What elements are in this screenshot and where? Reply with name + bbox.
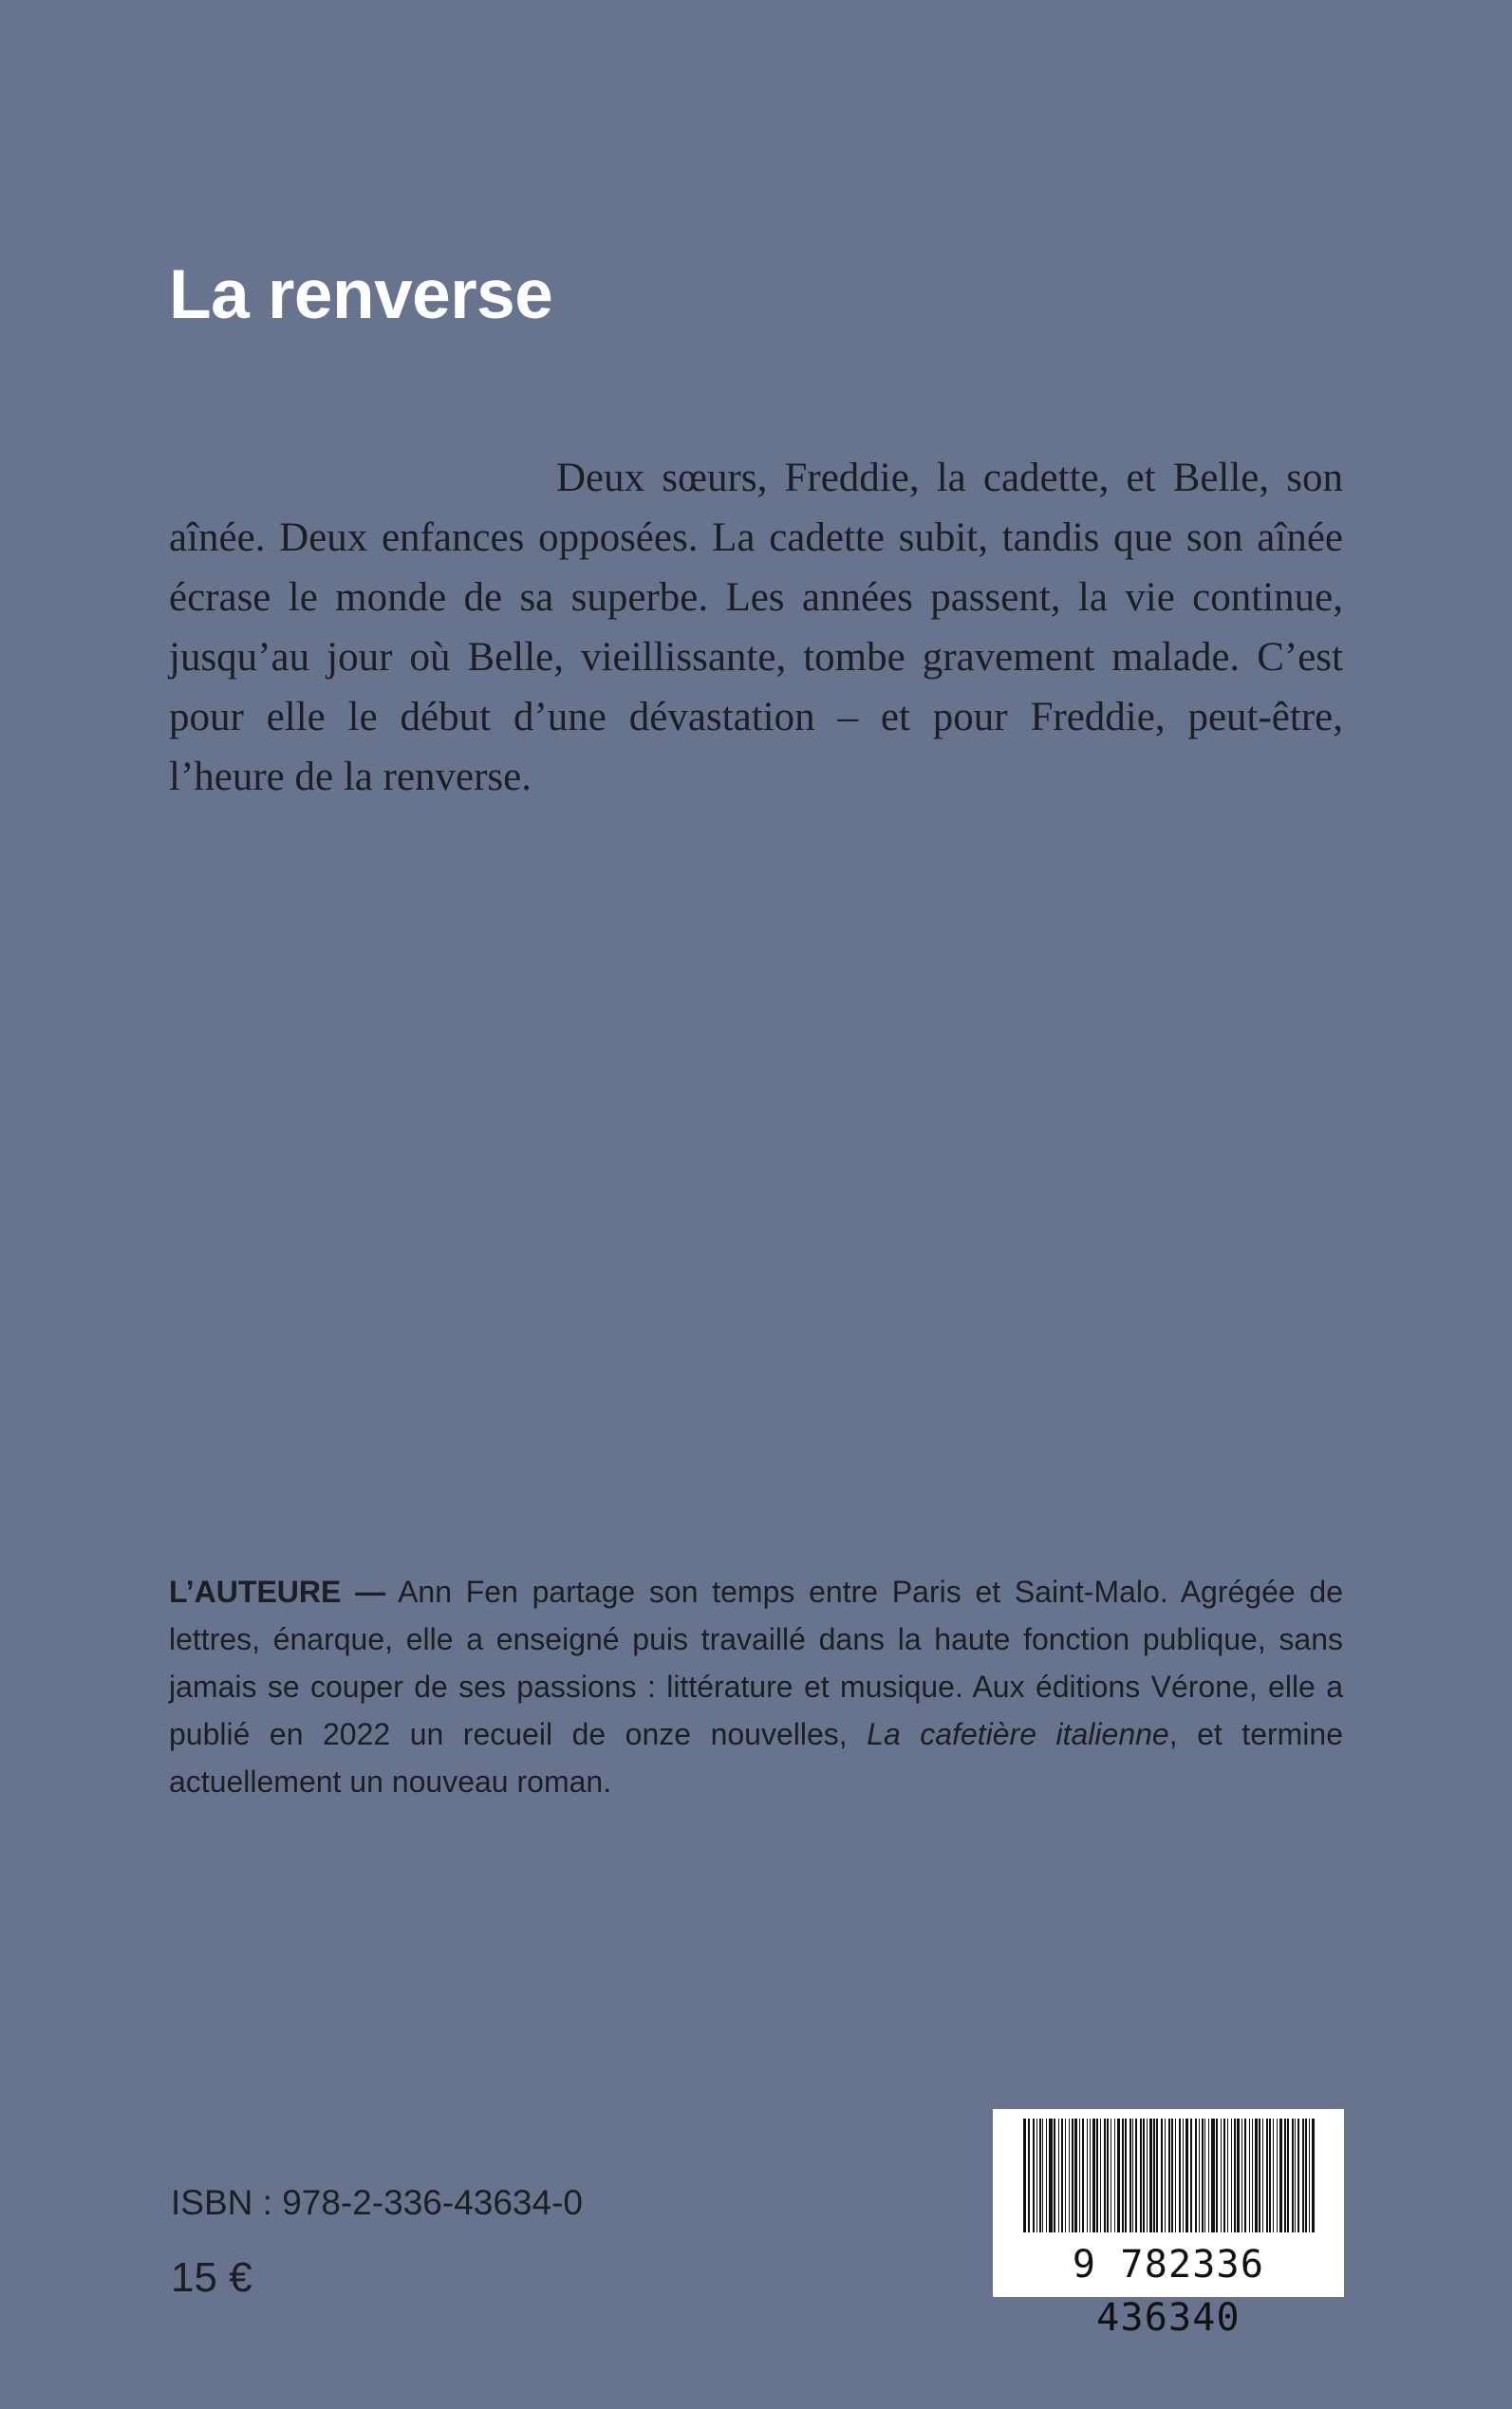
- barcode-bar: [1036, 2119, 1037, 2232]
- barcode-bar: [1140, 2119, 1142, 2232]
- barcode-bar: [1132, 2119, 1133, 2232]
- barcode-bar: [1309, 2119, 1310, 2232]
- barcode-bar: [1143, 2119, 1145, 2232]
- barcode-bar: [1074, 2119, 1077, 2232]
- book-title: La renverse: [169, 256, 553, 333]
- barcode-bar: [1302, 2119, 1304, 2232]
- barcode-bar: [1100, 2119, 1101, 2232]
- barcode-bar: [1241, 2119, 1242, 2232]
- barcode-bar: [1255, 2119, 1258, 2232]
- barcode-bar: [1042, 2119, 1043, 2232]
- barcode-bar: [1279, 2119, 1282, 2232]
- barcode-bar: [1273, 2119, 1274, 2232]
- barcode-bars: [1021, 2119, 1316, 2248]
- barcode-bar: [1297, 2119, 1299, 2232]
- barcode-bar: [1237, 2119, 1240, 2232]
- barcode-bar: [1046, 2119, 1047, 2232]
- barcode-bar: [1269, 2119, 1271, 2232]
- barcode-bar: [1208, 2119, 1209, 2232]
- barcode-bar: [1287, 2119, 1289, 2232]
- barcode-bar: [1168, 2119, 1170, 2232]
- author-bio: [169, 1568, 1343, 1805]
- barcode-bar: [1054, 2119, 1055, 2232]
- barcode-bar: [1122, 2119, 1124, 2232]
- barcode-bar: [1023, 2119, 1026, 2232]
- author-bio-text-end: , et termine actuellement un nouveau roman.: [169, 1717, 1344, 1799]
- barcode-bar: [1033, 2119, 1035, 2232]
- price: 15 €: [171, 2254, 252, 2301]
- barcode-bar: [1153, 2119, 1155, 2232]
- barcode-bar: [1204, 2119, 1205, 2232]
- barcode-bar: [1114, 2119, 1115, 2232]
- barcode-bar: [1195, 2119, 1197, 2232]
- barcode-bar: [1092, 2119, 1095, 2232]
- barcode-bar: [1234, 2119, 1236, 2232]
- barcode-bar: [1262, 2119, 1263, 2232]
- barcode-bar: [1244, 2119, 1246, 2232]
- barcode-bar: [1028, 2119, 1030, 2232]
- barcode-bar: [1069, 2119, 1070, 2232]
- barcode-bar: [1227, 2119, 1228, 2232]
- barcode-bar: [1295, 2119, 1296, 2232]
- author-bio-text: Ann Fen partage son temps entre Paris et Saint-Malo. Agrégée de lettres, énarque, elle a enseigné puis travaillé dans la haute fonction publique, sans jamais se couper de ses passions : littérature et musique. Aux éditions Vérone, elle a publié en 2022 un recueil de onze nouvelles,: [169, 1575, 1344, 1751]
- barcode-bar: [1087, 2119, 1088, 2232]
- barcode-bar: [1061, 2119, 1063, 2232]
- barcode-bar: [1171, 2119, 1173, 2232]
- barcode-bar: [1266, 2119, 1268, 2232]
- previous-book-title: La cafetière italienne: [867, 1717, 1169, 1751]
- barcode-bar: [1125, 2119, 1127, 2232]
- barcode-bar: [1072, 2119, 1073, 2232]
- barcode-bar: [1284, 2119, 1286, 2232]
- barcode-bar: [1185, 2119, 1188, 2232]
- barcode-bar: [1096, 2119, 1098, 2232]
- barcode-bar: [1165, 2119, 1166, 2232]
- barcode-bar: [1161, 2119, 1163, 2232]
- barcode-bar: [1135, 2119, 1137, 2232]
- barcode-bar: [1249, 2119, 1250, 2232]
- barcode-bar: [1175, 2119, 1176, 2232]
- barcode-bar: [1065, 2119, 1066, 2232]
- barcode-bar: [1199, 2119, 1200, 2232]
- barcode-bar: [1183, 2119, 1184, 2232]
- barcode-bar: [1107, 2119, 1109, 2232]
- barcode-bar: [1277, 2119, 1278, 2232]
- barcode-bar: [1090, 2119, 1091, 2232]
- barcode-bar: [1149, 2119, 1152, 2232]
- barcode-bar: [1305, 2119, 1307, 2232]
- barcode-bar: [1211, 2119, 1215, 2232]
- barcode-bar: [1312, 2119, 1315, 2232]
- barcode-bar: [1190, 2119, 1192, 2232]
- barcode-bar: [1156, 2119, 1158, 2232]
- barcode-bar: [1216, 2119, 1218, 2232]
- barcode-bar: [1179, 2119, 1181, 2232]
- barcode-bar: [1221, 2119, 1222, 2232]
- barcode-number: 9 782336 436340: [1072, 2243, 1265, 2340]
- barcode-bar: [1082, 2119, 1084, 2232]
- barcode-bar: [1058, 2119, 1059, 2232]
- barcode-bar: [1039, 2119, 1041, 2232]
- barcode-bar: [1049, 2119, 1053, 2232]
- isbn: ISBN : 978-2-336-43634-0: [171, 2183, 583, 2222]
- barcode-bar: [1223, 2119, 1225, 2232]
- barcode-bar: [1292, 2119, 1294, 2232]
- barcode-bar: [1104, 2119, 1106, 2232]
- barcode-bar: [1147, 2119, 1148, 2232]
- barcode-bar: [1259, 2119, 1260, 2232]
- book-summary: Deux sœurs, Freddie, la cadette, et Belle, son aînée. Deux enfances opposées. La cadette subit, tandis que son aînée écrase le monde de sa superbe. Les années passent, la vie continue, jusqu’au jour où Belle, vieillissante, tombe gravement malade. C’est pour elle le début d’une dévastation – et pour Freddie, peut-être, l’heure de la renverse.: [169, 456, 1343, 799]
- barcode-bar: [1117, 2119, 1120, 2232]
- barcode: [993, 2109, 1344, 2340]
- barcode-bar: [1252, 2119, 1253, 2232]
- barcode-bar: [1231, 2119, 1232, 2232]
- barcode-bar: [1079, 2119, 1080, 2232]
- barcode-bar: [1129, 2119, 1131, 2232]
- author-label: L’AUTEURE —: [169, 1575, 386, 1609]
- barcode-bar: [1202, 2119, 1204, 2232]
